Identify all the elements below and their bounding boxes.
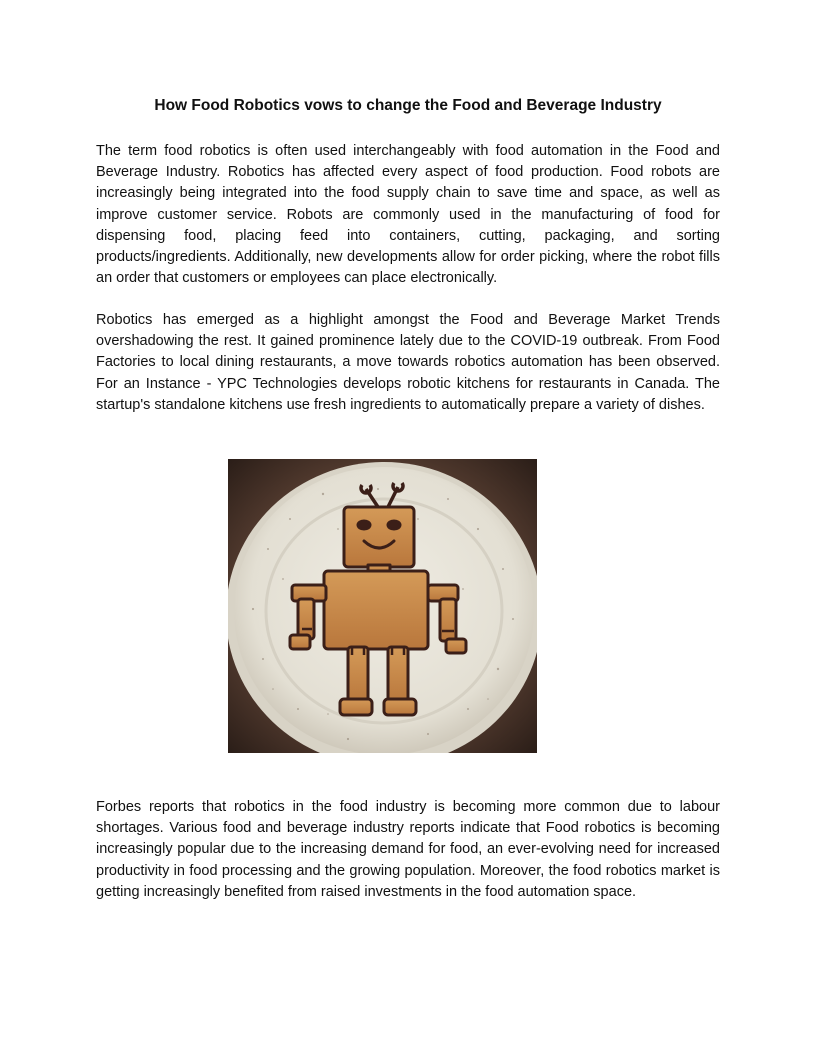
document-title: How Food Robotics vows to change the Food and Beverage Industry [154, 97, 662, 114]
robot-pancake-photo [228, 459, 537, 753]
document-page [96, 0, 720, 1056]
paragraph-forbes-report: Forbes reports that robotics in the food industry is becoming more common due to labour shortages. Various food and beverage industry reports indicate that Food robotics is becoming increasingly popular due to the increasing demand for food, an ever-evolving need for increased productivity in food processing and the growing population. Moreover, the food robotics market is getting increasingly benefited from raised investments in the food automation space. [96, 799, 720, 900]
paragraph-market-trends: Robotics has emerged as a highlight amongst the Food and Beverage Market Trends overshadowing the rest. It gained prominence lately due to the COVID-19 outbreak. From Food Factories to local dining restaurants, a move towards robotics automation has been observed. For an Instance - YPC Technologies develops robotic kitchens for restaurants in Canada. The startup's standalone kitchens use fresh ingredients to automatically prepare a variety of dishes. [96, 312, 720, 413]
robot-pancake-illustration [228, 459, 537, 753]
paragraph-intro: The term food robotics is often used interchangeably with food automation in the Food and Beverage Industry. Robotics has affected every aspect of food production. Food robots are increasingly being integrated into the food supply chain to save time and space, as well as improve customer service. Robots are commonly used in the manufacturing of food for dispensing food, placing feed into containers, cutting, packaging, and sorting products/ingredients. Additionally, new developments allow for order picking, where the robot fills an order that customers or employees can place electronically. [96, 143, 720, 287]
